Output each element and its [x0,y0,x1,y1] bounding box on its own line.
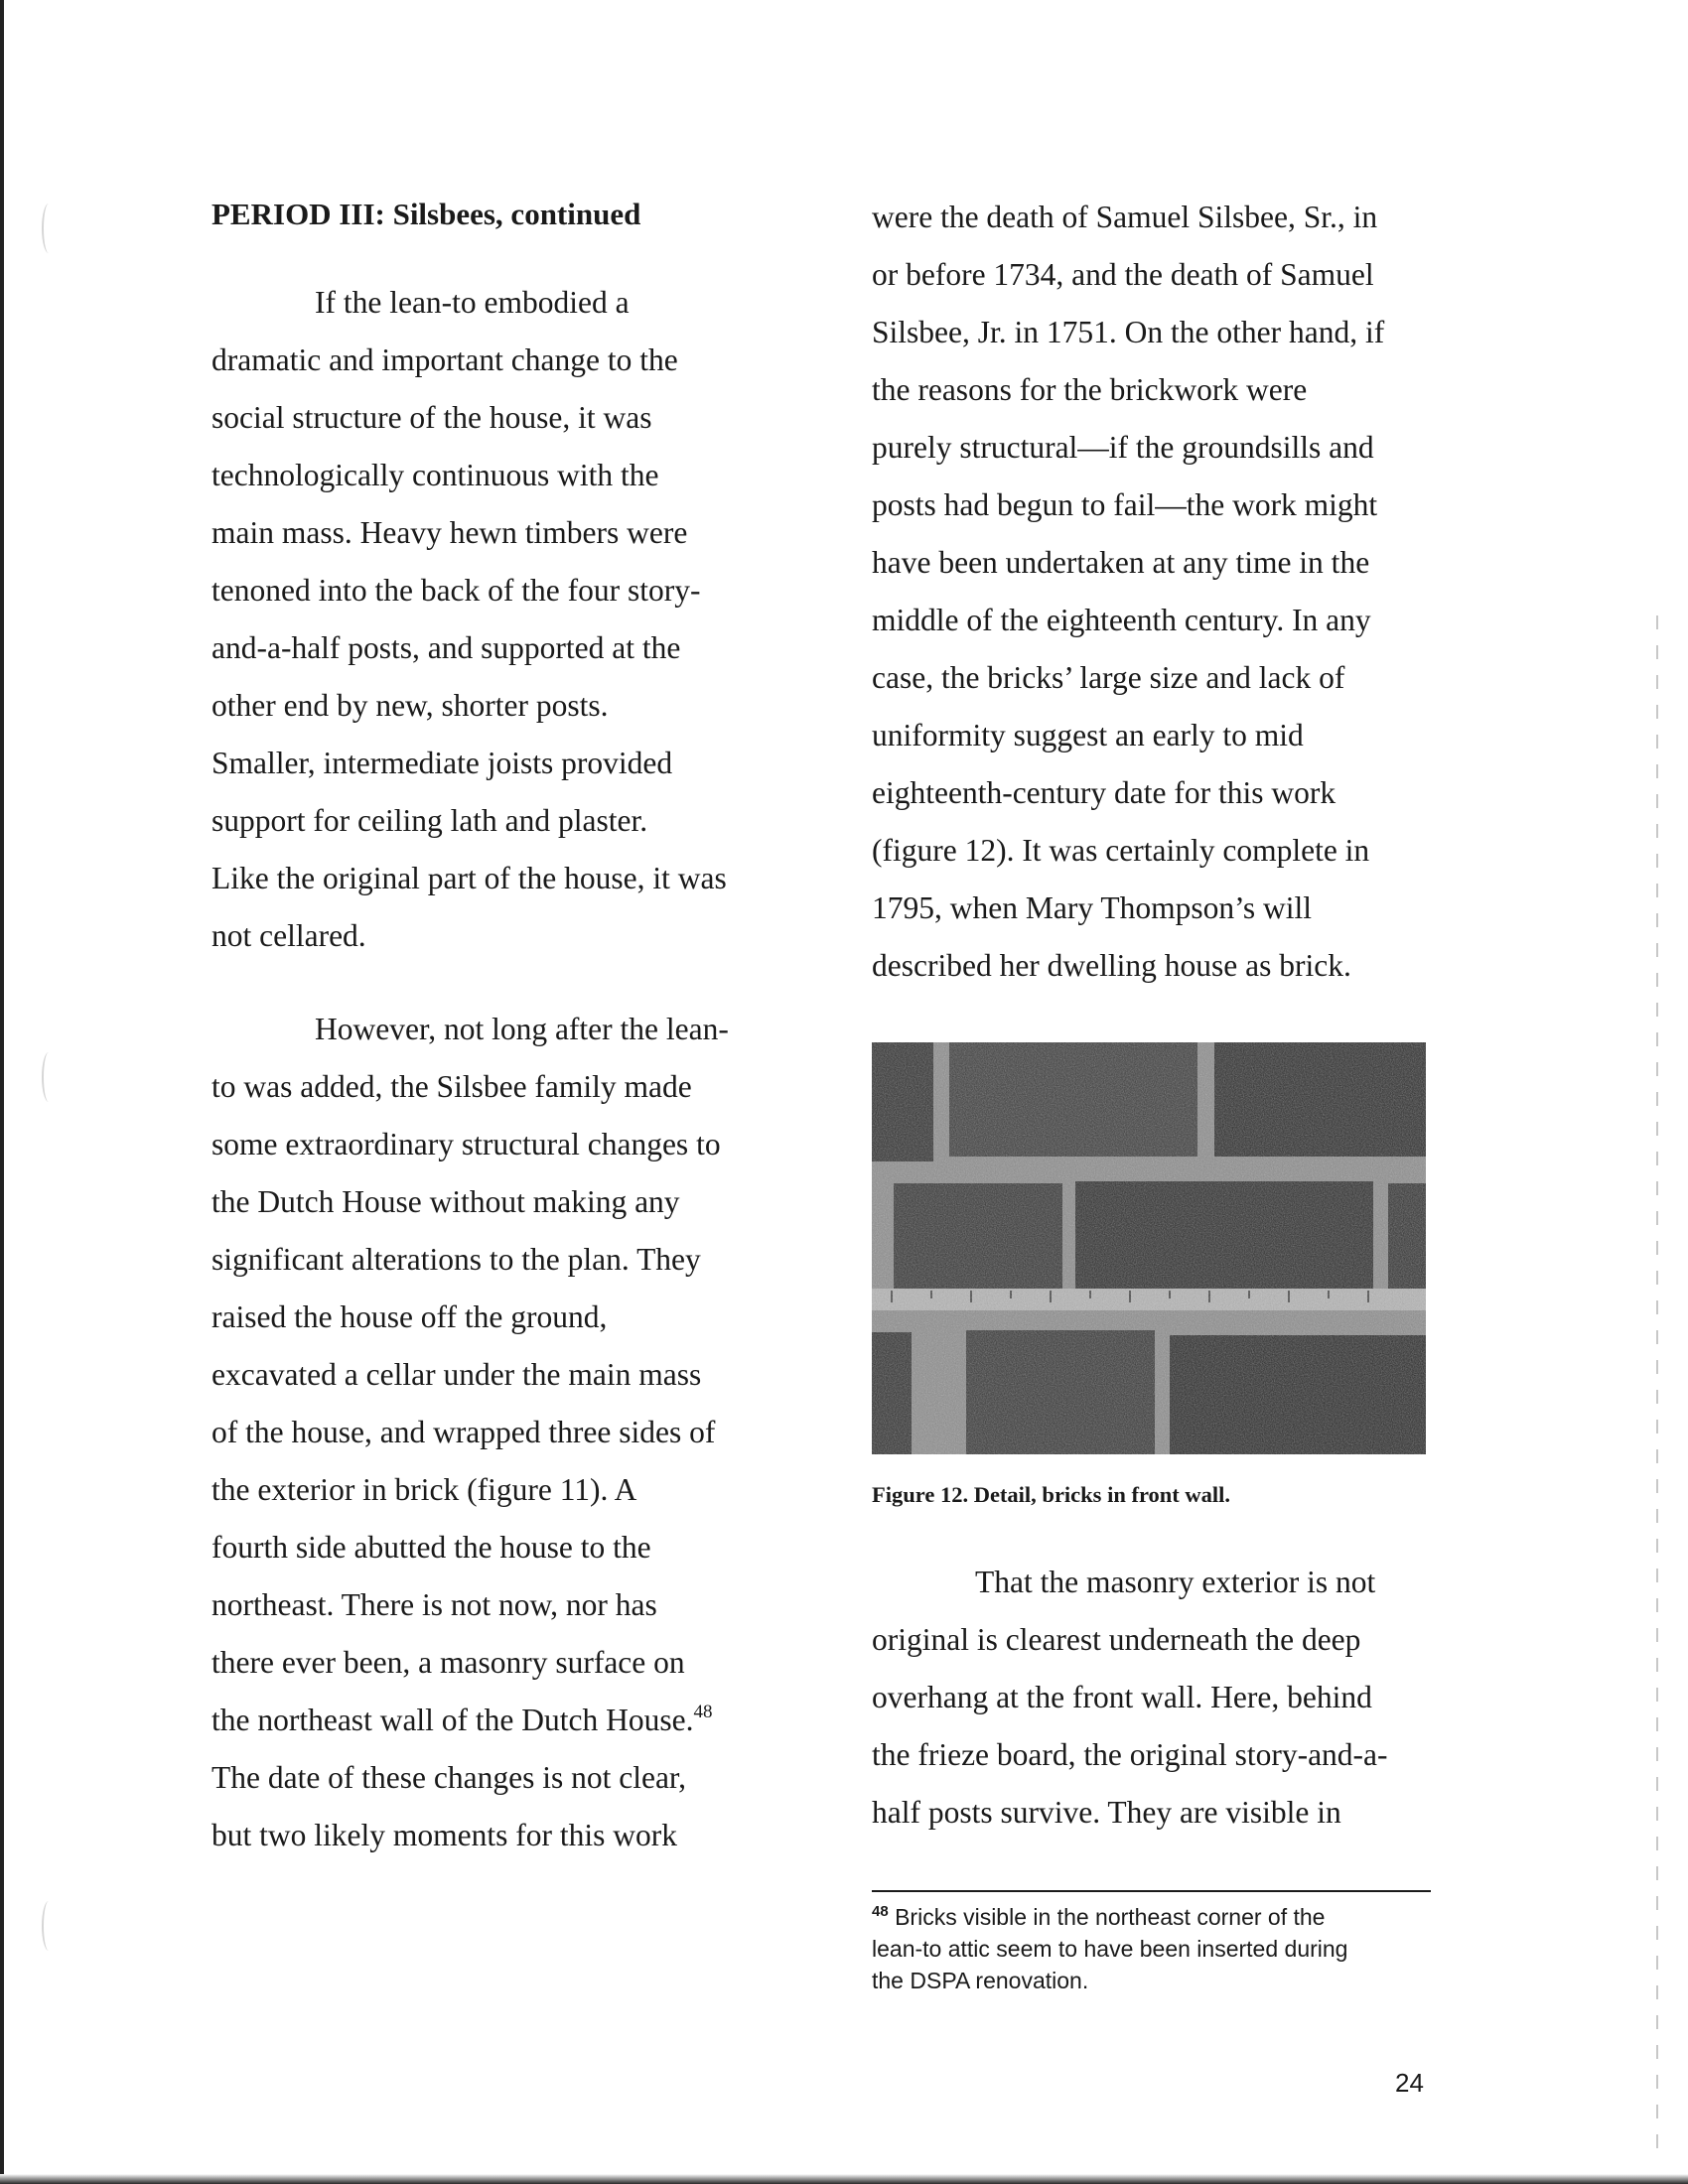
text-line: the exterior in brick (figure 11). A [211,1472,637,1507]
text-line: not cellared. [211,918,366,953]
text-line: tenoned into the back of the four story- [211,573,701,608]
text-line: the Dutch House without making any [211,1184,680,1219]
text-line: fourth side abutted the house to the [211,1530,651,1565]
binder-hole-mark [42,1901,56,1951]
text-line: there ever been, a masonry surface on [211,1645,685,1680]
text-line: original is clearest underneath the deep [872,1622,1361,1657]
text-line: half posts survive. They are visible in [872,1795,1341,1830]
right-paragraph-2 [872,1554,1388,1842]
text-line: The date of these changes is not clear, [211,1760,687,1795]
text-line: significant alterations to the plan. They [211,1242,701,1277]
text-line: northeast. There is not now, nor has [211,1587,657,1622]
text-line: technologically continuous with the [211,458,659,492]
text-line: described her dwelling house as brick. [872,948,1351,983]
text-line: support for ceiling lath and plaster. [211,803,648,838]
text-line: uniformity suggest an early to mid [872,718,1304,752]
text-line: case, the bricks’ large size and lack of [872,660,1345,695]
text-line: middle of the eighteenth century. In any [872,603,1371,637]
text-line: dramatic and important change to the [211,342,678,377]
text-line: and-a-half posts, and supported at the [211,630,681,665]
text-line: or before 1734, and the death of Samuel [872,257,1374,292]
text-line: If the lean-to embodied a [315,285,630,320]
text-line-with-footnote [211,1692,729,1749]
footnote-first-line [872,1901,1347,1933]
text-line: to was added, the Silsbee family made [211,1069,692,1104]
text-line: have been undertaken at any time in the [872,545,1370,580]
footnote-divider [872,1890,1431,1892]
text-line: Smaller, intermediate joists provided [211,746,673,780]
section-heading: PERIOD III: Silsbees, continued [211,197,641,231]
text-line: social structure of the house, it was [211,400,652,435]
figure-12-brick-photo [872,1042,1426,1454]
text-line: overhang at the front wall. Here, behind [872,1680,1372,1714]
binder-hole-mark [42,1052,56,1102]
left-paragraph-2 [211,1001,729,1864]
text-line: raised the house off the ground, [211,1299,608,1334]
right-paragraph-1 [872,189,1384,995]
scan-left-edge [0,0,4,2184]
footnote-line: lean-to attic seem to have been inserted during [872,1936,1348,1962]
footnote-line: the DSPA renovation. [872,1968,1089,1993]
footnote-line: Bricks visible in the northeast corner of the [895,1904,1326,1930]
text-line: the northeast wall of the Dutch House. [211,1703,694,1737]
figure-caption: Figure 12. Detail, bricks in front wall. [872,1482,1231,1507]
footnote-reference[interactable]: 48 [693,1702,713,1722]
text-line: 1795, when Mary Thompson’s will [872,890,1313,925]
text-line: purely structural—if the groundsills and [872,430,1374,465]
scan-bottom-edge [0,2174,1688,2184]
page-number: 24 [1395,2068,1424,2098]
text-line: the reasons for the brickwork were [872,372,1308,407]
text-line: other end by new, shorter posts. [211,688,609,723]
text-line: were the death of Samuel Silsbee, Sr., in [872,200,1378,234]
binder-hole-mark [42,204,56,253]
footnote-number: 48 [872,1903,889,1920]
text-line: some extraordinary structural changes to [211,1127,721,1161]
text-line: the frieze board, the original story-and-a- [872,1737,1388,1772]
left-paragraph-1 [211,274,727,965]
text-line: but two likely moments for this work [211,1818,677,1852]
text-line: excavated a cellar under the main mass [211,1357,702,1392]
text-line: eighteenth-century date for this work [872,775,1336,810]
scan-right-edge [1656,615,1658,2164]
text-line: posts had begun to fail—the work might [872,487,1378,522]
footnote [872,1901,1347,1996]
text-line: main mass. Heavy hewn timbers were [211,515,688,550]
text-line: Like the original part of the house, it was [211,861,727,895]
brick-wall-image [872,1042,1426,1454]
text-line: Silsbee, Jr. in 1751. On the other hand, if [872,315,1385,349]
text-line: However, not long after the lean- [315,1012,729,1046]
text-line: of the house, and wrapped three sides of [211,1415,716,1449]
text-line: (figure 12). It was certainly complete in [872,833,1370,868]
text-line: That the masonry exterior is not [975,1565,1376,1599]
